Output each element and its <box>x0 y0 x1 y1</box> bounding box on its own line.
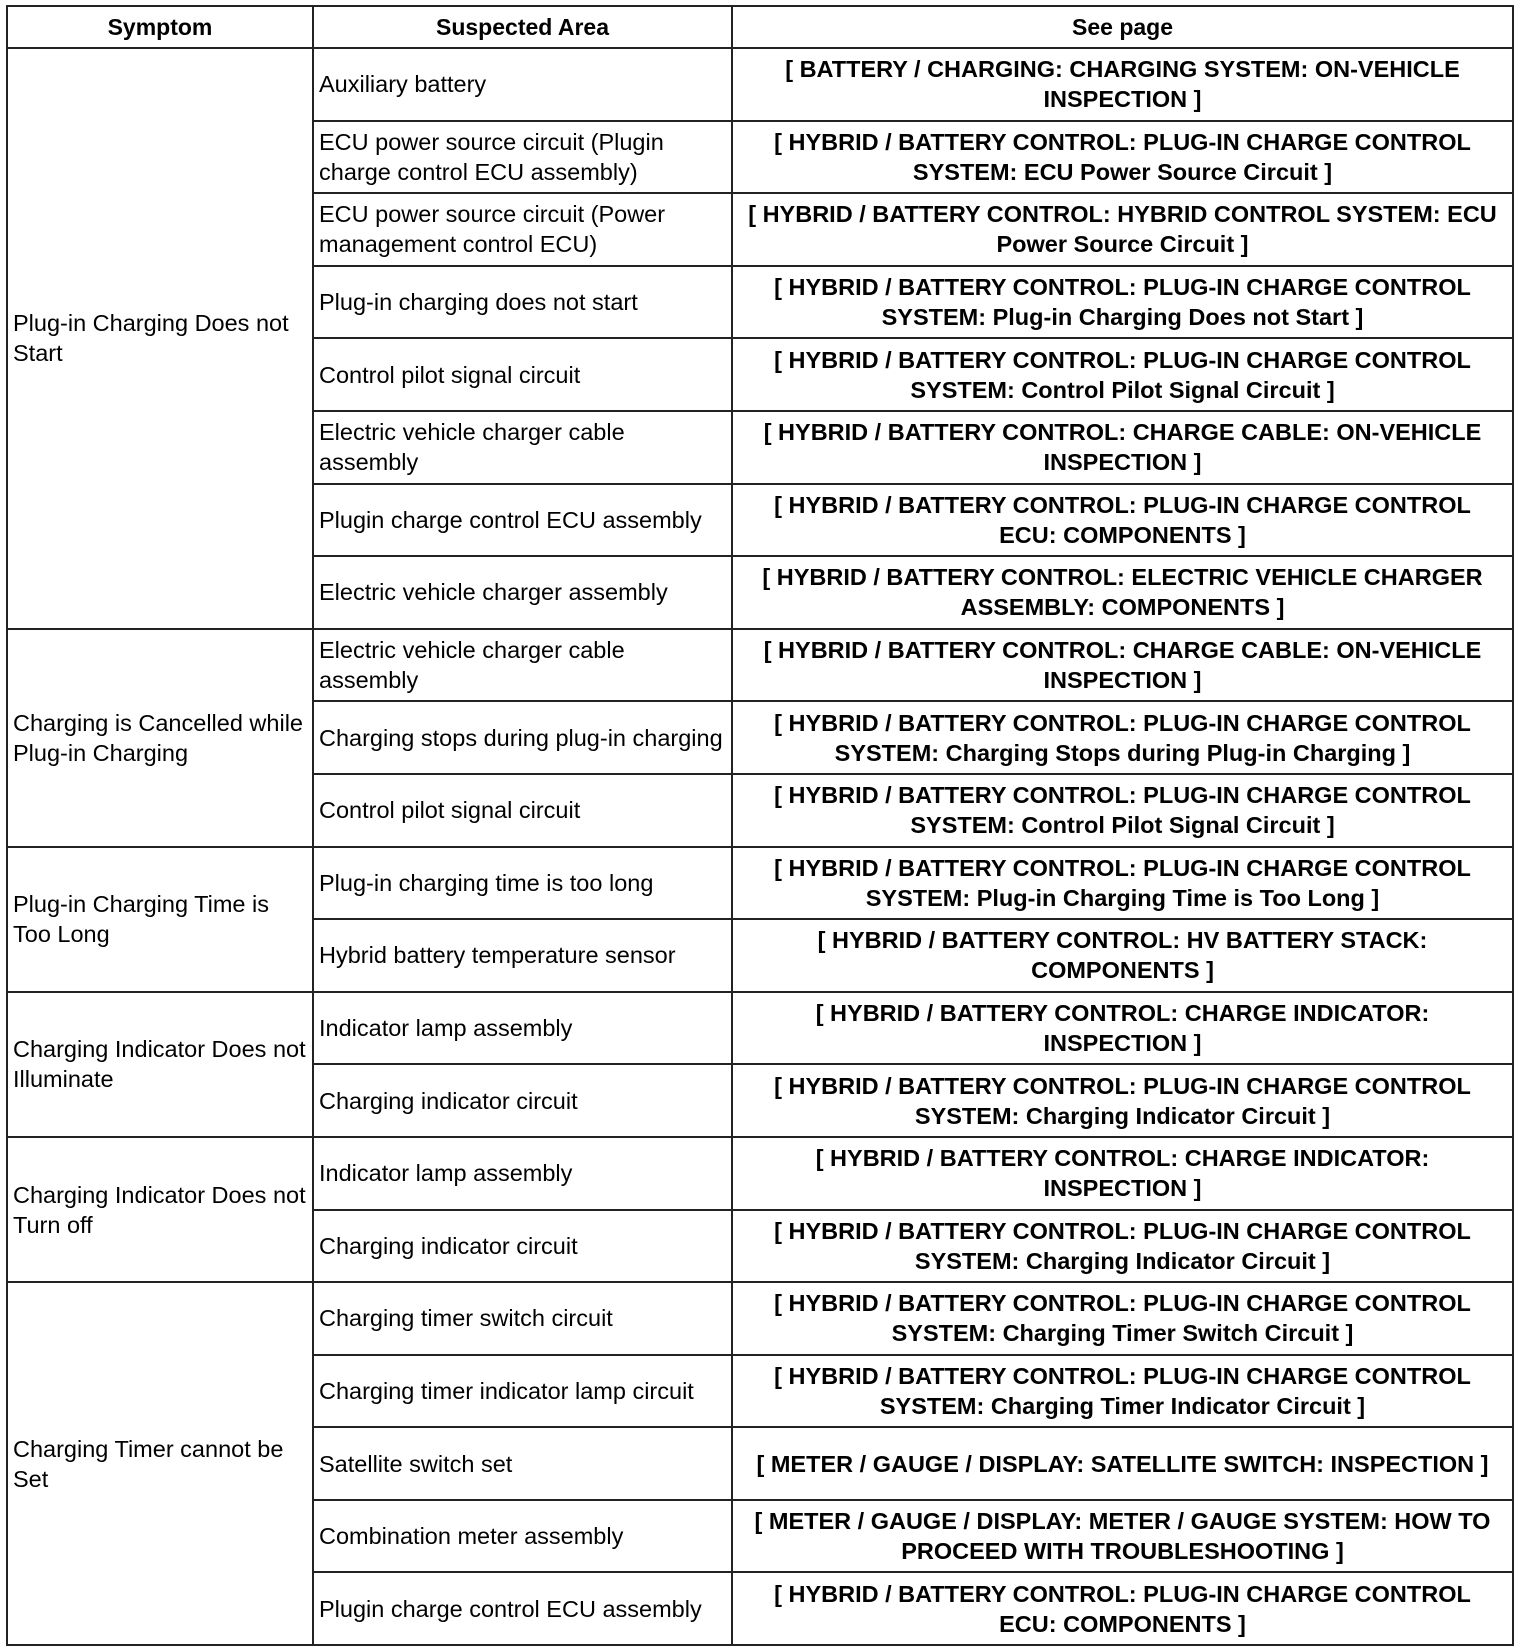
suspected-area-cell: Indicator lamp assembly <box>313 1137 732 1210</box>
see-page-link[interactable]: [ HYBRID / BATTERY CONTROL: PLUG-IN CHARGE CONTROL SYSTEM: ECU Power Source Circuit ] <box>732 121 1513 194</box>
see-page-link[interactable]: [ HYBRID / BATTERY CONTROL: CHARGE CABLE: ON-VEHICLE INSPECTION ] <box>732 411 1513 484</box>
suspected-area-cell: Electric vehicle charger cable assembly <box>313 629 732 702</box>
see-page-link[interactable]: [ HYBRID / BATTERY CONTROL: PLUG-IN CHARGE CONTROL ECU: COMPONENTS ] <box>732 1572 1513 1645</box>
see-page-link[interactable]: [ HYBRID / BATTERY CONTROL: PLUG-IN CHARGE CONTROL SYSTEM: Charging Indicator Circuit ] <box>732 1064 1513 1137</box>
suspected-area-cell: Control pilot signal circuit <box>313 338 732 411</box>
see-page-link[interactable]: [ HYBRID / BATTERY CONTROL: PLUG-IN CHARGE CONTROL SYSTEM: Charging Indicator Circuit ] <box>732 1210 1513 1283</box>
suspected-area-cell: Charging indicator circuit <box>313 1064 732 1137</box>
suspected-area-cell: Hybrid battery temperature sensor <box>313 919 732 992</box>
suspected-area-cell: Combination meter assembly <box>313 1500 732 1573</box>
table-row <box>7 1137 1513 1210</box>
suspected-area-cell: Electric vehicle charger cable assembly <box>313 411 732 484</box>
suspected-area-cell: Electric vehicle charger assembly <box>313 556 732 629</box>
table-row <box>7 992 1513 1065</box>
table-row <box>7 629 1513 702</box>
suspected-area-cell: Control pilot signal circuit <box>313 774 732 847</box>
suspected-area-cell: Charging timer switch circuit <box>313 1282 732 1355</box>
symptom-cell: Charging Indicator Does not Turn off <box>7 1137 313 1282</box>
suspected-area-cell: ECU power source circuit (Power management control ECU) <box>313 193 732 266</box>
see-page-link[interactable]: [ HYBRID / BATTERY CONTROL: HV BATTERY STACK: COMPONENTS ] <box>732 919 1513 992</box>
header-row <box>7 6 1513 48</box>
see-page-link[interactable]: [ METER / GAUGE / DISPLAY: SATELLITE SWITCH: INSPECTION ] <box>732 1427 1513 1500</box>
suspected-area-cell: Charging timer indicator lamp circuit <box>313 1355 732 1428</box>
suspected-area-cell: Indicator lamp assembly <box>313 992 732 1065</box>
see-page-link[interactable]: [ HYBRID / BATTERY CONTROL: ELECTRIC VEHICLE CHARGER ASSEMBLY: COMPONENTS ] <box>732 556 1513 629</box>
suspected-area-cell: Satellite switch set <box>313 1427 732 1500</box>
see-page-link[interactable]: [ HYBRID / BATTERY CONTROL: PLUG-IN CHARGE CONTROL SYSTEM: Charging Timer Indicator Circuit ] <box>732 1355 1513 1428</box>
suspected-area-cell: Charging indicator circuit <box>313 1210 732 1283</box>
table-body <box>7 48 1513 1645</box>
troubleshooting-table <box>6 5 1514 1646</box>
symptom-cell: Plug-in Charging Does not Start <box>7 48 313 629</box>
see-page-link[interactable]: [ HYBRID / BATTERY CONTROL: CHARGE INDICATOR: INSPECTION ] <box>732 992 1513 1065</box>
see-page-link[interactable]: [ HYBRID / BATTERY CONTROL: PLUG-IN CHARGE CONTROL ECU: COMPONENTS ] <box>732 484 1513 557</box>
suspected-area-cell: ECU power source circuit (Plugin charge control ECU assembly) <box>313 121 732 194</box>
header-suspected-area: Suspected Area <box>313 6 732 48</box>
see-page-link[interactable]: [ METER / GAUGE / DISPLAY: METER / GAUGE SYSTEM: HOW TO PROCEED WITH TROUBLESHOOTING ] <box>732 1500 1513 1573</box>
suspected-area-cell: Plugin charge control ECU assembly <box>313 484 732 557</box>
see-page-link[interactable]: [ HYBRID / BATTERY CONTROL: PLUG-IN CHARGE CONTROL SYSTEM: Charging Timer Switch Circuit ] <box>732 1282 1513 1355</box>
table-header <box>7 6 1513 48</box>
see-page-link[interactable]: [ HYBRID / BATTERY CONTROL: PLUG-IN CHARGE CONTROL SYSTEM: Plug-in Charging Time is Too Long ] <box>732 847 1513 920</box>
symptom-cell: Charging Indicator Does not Illuminate <box>7 992 313 1137</box>
see-page-link[interactable]: [ BATTERY / CHARGING: CHARGING SYSTEM: ON-VEHICLE INSPECTION ] <box>732 48 1513 121</box>
see-page-link[interactable]: [ HYBRID / BATTERY CONTROL: HYBRID CONTROL SYSTEM: ECU Power Source Circuit ] <box>732 193 1513 266</box>
suspected-area-cell: Plugin charge control ECU assembly <box>313 1572 732 1645</box>
symptom-cell: Plug-in Charging Time is Too Long <box>7 847 313 992</box>
header-see-page: See page <box>732 6 1513 48</box>
see-page-link[interactable]: [ HYBRID / BATTERY CONTROL: PLUG-IN CHARGE CONTROL SYSTEM: Charging Stops during Plug-in Charging ] <box>732 701 1513 774</box>
see-page-link[interactable]: [ HYBRID / BATTERY CONTROL: PLUG-IN CHARGE CONTROL SYSTEM: Control Pilot Signal Circuit ] <box>732 338 1513 411</box>
see-page-link[interactable]: [ HYBRID / BATTERY CONTROL: PLUG-IN CHARGE CONTROL SYSTEM: Plug-in Charging Does not Start ] <box>732 266 1513 339</box>
suspected-area-cell: Plug-in charging time is too long <box>313 847 732 920</box>
table-row <box>7 847 1513 920</box>
symptom-cell: Charging Timer cannot be Set <box>7 1282 313 1645</box>
suspected-area-cell: Charging stops during plug-in charging <box>313 701 732 774</box>
suspected-area-cell: Auxiliary battery <box>313 48 732 121</box>
see-page-link[interactable]: [ HYBRID / BATTERY CONTROL: PLUG-IN CHARGE CONTROL SYSTEM: Control Pilot Signal Circuit ] <box>732 774 1513 847</box>
see-page-link[interactable]: [ HYBRID / BATTERY CONTROL: CHARGE CABLE: ON-VEHICLE INSPECTION ] <box>732 629 1513 702</box>
suspected-area-cell: Plug-in charging does not start <box>313 266 732 339</box>
see-page-link[interactable]: [ HYBRID / BATTERY CONTROL: CHARGE INDICATOR: INSPECTION ] <box>732 1137 1513 1210</box>
table-row <box>7 1282 1513 1355</box>
header-symptom: Symptom <box>7 6 313 48</box>
symptom-cell: Charging is Cancelled while Plug-in Charging <box>7 629 313 847</box>
table-row <box>7 48 1513 121</box>
